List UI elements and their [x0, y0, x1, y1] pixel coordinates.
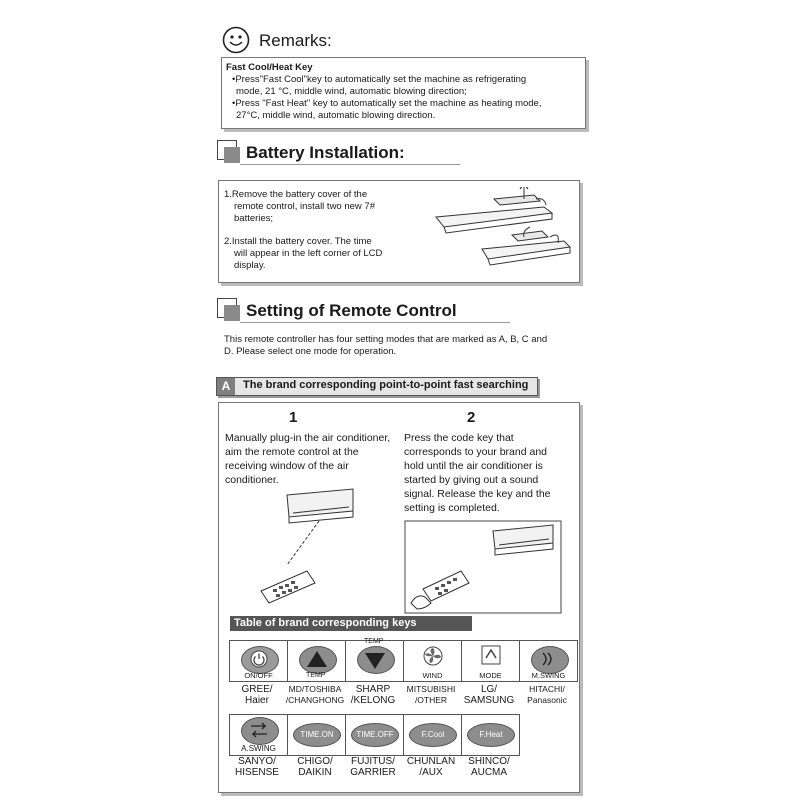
mode-icon: [481, 644, 501, 666]
step-1-text: aim the remote control at the: [225, 446, 359, 458]
remarks-title: Remarks:: [259, 31, 332, 50]
key-label: F.Heat: [467, 723, 515, 747]
remarks-line: •Press "Fast Heat" key to automatically set the machine as heating mode,: [232, 98, 542, 109]
smiley-icon: [222, 26, 250, 54]
section-marker-icon: [217, 140, 239, 162]
battery-remote-illustration: [424, 187, 574, 275]
key-temp-down: [345, 640, 404, 682]
key-label: TIME.ON: [293, 723, 341, 747]
step-1-illustration: [229, 485, 369, 609]
step-2-text: hold until the air conditioner is: [404, 460, 543, 472]
battery-text: display.: [234, 260, 266, 271]
down-arrow-icon: [363, 651, 387, 671]
battery-text: batteries;: [234, 213, 274, 224]
key-wind: [403, 640, 462, 682]
step-2-text: signal. Release the key and the: [404, 488, 551, 500]
remarks-box: [221, 57, 586, 129]
setting-intro: D. Please select one mode for operation.: [224, 346, 397, 357]
key-label: F.Cool: [409, 723, 457, 747]
up-arrow-icon: [305, 649, 329, 669]
battery-text: remote control, install two new 7#: [234, 201, 375, 212]
step-2-illustration: [403, 519, 563, 615]
battery-box: [218, 180, 580, 283]
step-1-text: conditioner.: [225, 474, 279, 486]
key-label: ON/OFF: [244, 671, 273, 680]
fan-icon: [422, 645, 444, 667]
brand-table-title: Table of brand corresponding keys: [230, 616, 472, 631]
key-a-swing: [229, 714, 288, 756]
step-2-text: corresponds to your brand and: [404, 446, 548, 458]
mode-a-banner: [216, 377, 538, 396]
battery-text: 2.Install the battery cover. The time: [224, 236, 372, 247]
remarks-line: 27°C, middle wind, automatic blowing direction.: [236, 110, 436, 121]
remarks-heading: Fast Cool/Heat Key: [226, 62, 313, 73]
brand-name: GREE/ Haier: [241, 684, 273, 706]
step-1-text: Manually plug-in the air conditioner,: [225, 432, 391, 444]
remarks-line: mode, 21 °C, middle wind, automatic blowing direction;: [236, 86, 467, 97]
key-label: TEMP: [306, 672, 326, 679]
auto-swing-icon: [248, 720, 270, 740]
brand-name: SANYO/ HISENSE: [235, 756, 279, 778]
brand-name: SHARP /KELONG: [350, 684, 396, 706]
brand-name: MITSUBISHI /OTHER: [406, 684, 456, 705]
setting-title: Setting of Remote Control: [246, 301, 457, 320]
battery-text: 1.Remove the battery cover of the: [224, 189, 368, 200]
brand-name: CHIGO/ DAIKIN: [297, 756, 333, 778]
swing-icon: [540, 651, 558, 667]
brand-name: MD/TOSHIBA /CHANGHONG: [285, 684, 345, 705]
setting-intro: This remote controller has four setting modes that are marked as A, B, C and: [224, 334, 548, 345]
step-1-number: 1: [289, 409, 298, 426]
section-marker-icon: [217, 298, 239, 320]
step-2-text: started by giving out a sound: [404, 474, 539, 486]
key-label: TIME.OFF: [351, 723, 399, 747]
mode-a-title: The brand corresponding point-to-point fast searching: [243, 379, 529, 391]
key-time-off: [345, 714, 404, 756]
step-1-text: receiving window of the air: [225, 460, 349, 472]
brand-name: CHUNLAN /AUX: [406, 756, 456, 778]
key-fast-heat: [461, 714, 520, 756]
remarks-line: •Press"Fast Cool"key to automatically set the machine as refrigerating: [232, 74, 527, 85]
brand-name: HITACHI/ Panasonic: [527, 684, 567, 705]
key-time-on: [287, 714, 346, 756]
mode-a-letter: A: [217, 378, 235, 395]
key-m-swing: [519, 640, 578, 682]
divider: [240, 164, 460, 165]
key-label: M.SWING: [531, 671, 566, 680]
key-on-off: [229, 640, 288, 682]
step-2-text: Press the code key that: [404, 432, 514, 444]
battery-text: will appear in the left corner of LCD: [234, 248, 383, 259]
key-temp-up: [287, 640, 346, 682]
key-mode: [461, 640, 520, 682]
key-label: TEMP: [364, 638, 384, 645]
battery-title: Battery Installation:: [246, 143, 405, 162]
key-label: WIND: [422, 671, 443, 680]
key-label: A.SWING: [241, 744, 276, 753]
step-2-number: 2: [467, 409, 476, 426]
key-fast-cool: [403, 714, 462, 756]
power-icon: [249, 649, 269, 669]
key-label: MODE: [479, 671, 502, 680]
brand-name: LG/ SAMSUNG: [463, 684, 515, 706]
divider: [240, 322, 510, 323]
brand-name: SHINCO/ AUCMA: [468, 756, 510, 778]
brand-name: FUJITUS/ GARRIER: [350, 756, 396, 778]
step-2-text: setting is completed.: [404, 502, 500, 514]
